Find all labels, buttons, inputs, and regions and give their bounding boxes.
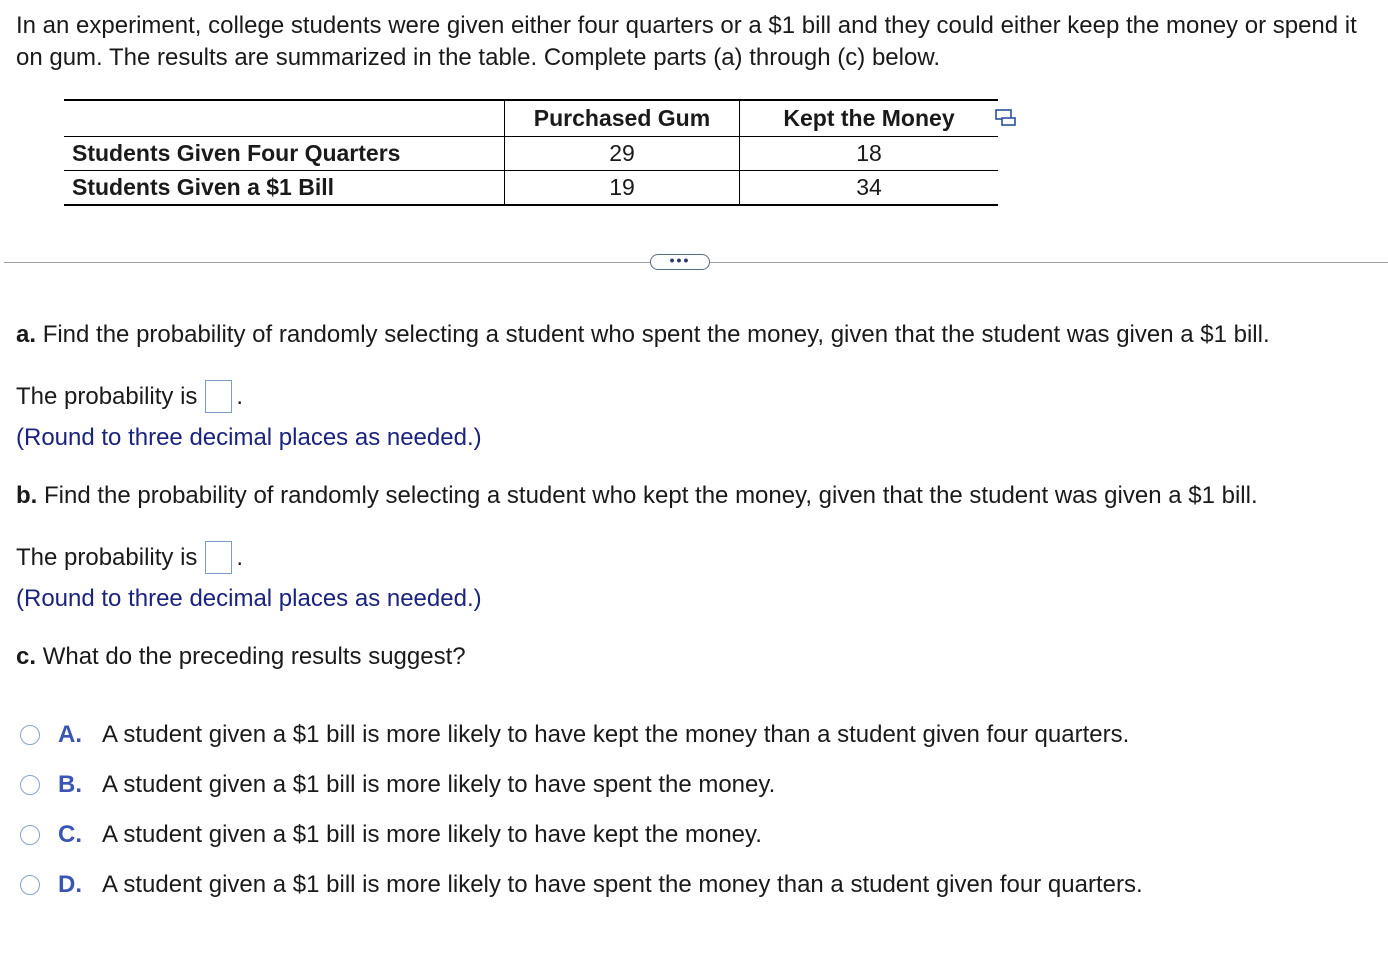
part-a-answer-prefix: The probability is — [16, 382, 198, 410]
part-a-question — [16, 320, 1270, 350]
part-a-hint: (Round to three decimal places as needed.) — [16, 424, 482, 451]
expand-more-button[interactable]: ••• — [650, 254, 710, 270]
part-a-letter: a. — [16, 321, 37, 348]
part-b-answer-suffix: . — [236, 543, 244, 571]
part-c-letter: c. — [16, 643, 37, 670]
part-c-question-text: What do the preceding results suggest? — [42, 643, 466, 670]
part-b-letter: b. — [16, 482, 38, 509]
choice-b-letter: B. — [58, 771, 82, 798]
part-b-question-text: Find the probability of randomly selecting a student who kept the money, given that the student was given a $1 bill. — [44, 482, 1258, 509]
radio-button-icon[interactable] — [20, 875, 40, 895]
choice-d[interactable] — [20, 870, 1143, 900]
part-b-answer-line — [16, 541, 243, 574]
radio-button-icon[interactable] — [20, 725, 40, 745]
part-b-question — [16, 481, 1258, 511]
problem-intro: In an experiment, college students were given either four quarters or a $1 bill and they could either keep the money or spend it on gum. The results are summarized in the table. Complete parts (a) through (c) below. — [16, 12, 1357, 71]
table-row — [64, 171, 998, 206]
radio-button-icon[interactable] — [20, 775, 40, 795]
part-c-question — [16, 642, 466, 672]
table-row — [64, 137, 998, 171]
cell-quarters-kept: 18 — [740, 137, 999, 171]
part-a-answer-line — [16, 380, 243, 413]
part-b-answer-prefix: The probability is — [16, 543, 198, 571]
choice-c-text: A student given a $1 bill is more likely to have kept the money. — [102, 821, 762, 848]
part-b-answer-input[interactable] — [205, 541, 232, 574]
part-a-question-text: Find the probability of randomly selecting a student who spent the money, given that the student was given a $1 bill. — [42, 321, 1270, 348]
cell-bill-purchased: 19 — [505, 171, 740, 206]
column-header-kept-money: Kept the Money — [740, 100, 999, 137]
choice-b[interactable] — [20, 770, 775, 800]
cell-bill-kept: 34 — [740, 171, 999, 206]
choice-d-letter: D. — [58, 871, 82, 898]
choice-a-text: A student given a $1 bill is more likely to have kept the money than a student given four quarters. — [102, 721, 1130, 748]
choice-b-text: A student given a $1 bill is more likely to have spent the money. — [102, 771, 776, 798]
results-table — [64, 99, 998, 206]
part-a-answer-input[interactable] — [205, 380, 232, 413]
part-b-hint: (Round to three decimal places as needed.) — [16, 585, 482, 612]
choice-d-text: A student given a $1 bill is more likely to have spent the money than a student given four quarters. — [102, 871, 1143, 898]
choice-c[interactable] — [20, 820, 762, 850]
table-header-row — [64, 100, 998, 137]
cell-quarters-purchased: 29 — [505, 137, 740, 171]
row-label-four-quarters: Students Given Four Quarters — [64, 137, 505, 171]
choice-a[interactable] — [20, 720, 1129, 750]
part-a-answer-suffix: . — [236, 382, 244, 410]
row-label-one-dollar-bill: Students Given a $1 Bill — [64, 171, 505, 206]
choice-c-letter: C. — [58, 821, 82, 848]
choice-a-letter: A. — [58, 721, 82, 748]
radio-button-icon[interactable] — [20, 825, 40, 845]
table-corner-cell — [64, 100, 505, 137]
column-header-purchased-gum: Purchased Gum — [505, 100, 740, 137]
copy-to-clipboard-icon[interactable] — [995, 109, 1017, 127]
